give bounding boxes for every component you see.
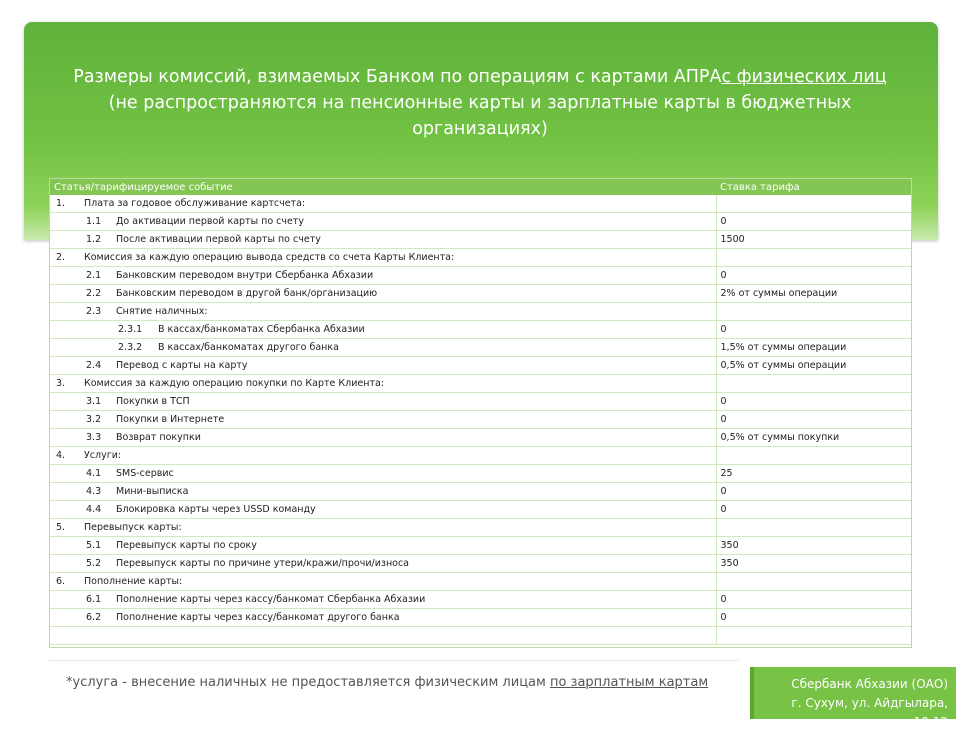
row-rate: 0 — [716, 501, 911, 519]
row-rate: 0 — [716, 213, 911, 231]
row-number: 1.1 — [86, 216, 102, 227]
row-rate: 2% от суммы операции — [716, 285, 911, 303]
row-text: После активации первой карты по счету — [116, 234, 321, 245]
table-row — [50, 357, 911, 375]
row-description — [50, 213, 716, 231]
row-description — [50, 267, 716, 285]
row-description — [50, 303, 716, 321]
row-text: Плата за годовое обслуживание картсчета: — [84, 198, 306, 209]
row-number: 5.2 — [86, 558, 102, 569]
row-text: В кассах/банкоматах Сбербанка Абхазии — [158, 324, 365, 335]
row-description — [50, 285, 716, 303]
row-number: 2.3 — [86, 306, 102, 317]
table-row — [50, 249, 911, 267]
row-rate: 0 — [716, 321, 911, 339]
table-row — [50, 609, 911, 627]
row-description — [50, 249, 716, 267]
row-rate — [716, 303, 911, 321]
row-text: SMS-сервис — [116, 468, 174, 479]
row-text: До активации первой карты по счету — [116, 216, 304, 227]
row-rate — [716, 519, 911, 537]
table-row — [50, 591, 911, 609]
footnote-link[interactable]: по зарплатным картам — [549, 675, 709, 690]
title-line-1-underlined: с физических лиц — [721, 67, 887, 87]
row-number: 6.2 — [86, 612, 102, 623]
row-text: В кассах/банкоматах другого банка — [158, 342, 339, 353]
table-row — [50, 573, 911, 591]
row-rate: 0 — [716, 483, 911, 501]
row-description — [50, 555, 716, 573]
row-number: 2.2 — [86, 288, 102, 299]
row-number: 2. — [56, 252, 66, 263]
row-text: Банковским переводом в другой банк/организацию — [116, 288, 378, 299]
table-row — [50, 285, 911, 303]
table-header-row — [50, 179, 911, 195]
row-rate: 0 — [716, 411, 911, 429]
row-rate: 0 — [716, 609, 911, 627]
page-title — [60, 64, 900, 142]
row-number: 1. — [56, 198, 66, 209]
row-description — [50, 375, 716, 393]
row-rate — [716, 447, 911, 465]
row-text: Перевод с карты на карту — [116, 360, 248, 371]
row-number: 3. — [56, 378, 66, 389]
table-row — [50, 267, 911, 285]
table-row — [50, 627, 911, 645]
row-number: 3.3 — [86, 432, 102, 443]
row-rate: 0,5% от суммы операции — [716, 357, 911, 375]
title-line-3: организациях) — [412, 119, 548, 139]
row-number: 2.3.1 — [118, 324, 143, 335]
row-number: 2.1 — [86, 270, 102, 281]
row-text: Покупки в Интернете — [116, 414, 225, 425]
table-row — [50, 321, 911, 339]
title-line-1-main: Размеры комиссий, взимаемых Банком по операциям с картами АПРА — [73, 67, 722, 87]
row-description — [50, 447, 716, 465]
row-text: Блокировка карты через USSD команду — [116, 504, 316, 515]
table-row — [50, 213, 911, 231]
row-rate: 0 — [716, 591, 911, 609]
row-description — [50, 537, 716, 555]
table-row — [50, 447, 911, 465]
table-row — [50, 411, 911, 429]
row-description — [50, 429, 716, 447]
table-row — [50, 429, 911, 447]
row-description — [50, 231, 716, 249]
row-text: Возврат покупки — [116, 432, 201, 443]
row-text: Услуги: — [84, 450, 122, 461]
row-text: Перевыпуск карты по сроку — [116, 540, 257, 551]
row-number: 2.3.2 — [118, 342, 143, 353]
row-number: 6.1 — [86, 594, 102, 605]
table-row — [50, 231, 911, 249]
row-rate — [716, 249, 911, 267]
row-text: Пополнение карты через кассу/банкомат другого банка — [116, 612, 400, 623]
header-rate: Ставка тарифа — [716, 179, 911, 195]
table-row — [50, 339, 911, 357]
row-text: Перевыпуск карты по причине утери/кражи/прочи/износа — [116, 558, 410, 569]
table-row — [50, 483, 911, 501]
row-rate — [716, 627, 911, 645]
row-text: Пополнение карты: — [84, 576, 183, 587]
row-description — [50, 609, 716, 627]
row-description — [50, 357, 716, 375]
row-description — [50, 465, 716, 483]
table-body — [50, 195, 911, 645]
table-row — [50, 519, 911, 537]
tariff-table-container — [49, 178, 912, 648]
row-text: Мини-выписка — [116, 486, 189, 497]
title-line-1 — [60, 64, 900, 90]
bank-badge — [750, 667, 956, 729]
row-rate — [716, 375, 911, 393]
row-text: Комиссия за каждую операцию вывода средств со счета Карты Клиента: — [84, 252, 455, 263]
row-number: 5. — [56, 522, 66, 533]
bank-name: Сбербанк Абхазии (ОАО) — [791, 677, 948, 691]
row-number: 3.1 — [86, 396, 102, 407]
row-description — [50, 321, 716, 339]
row-description — [50, 627, 716, 645]
row-number: 4.3 — [86, 486, 102, 497]
row-number: 4. — [56, 450, 66, 461]
divider-line — [49, 660, 739, 661]
row-description — [50, 411, 716, 429]
row-rate: 350 — [716, 537, 911, 555]
table-row — [50, 303, 911, 321]
header-event: Статья/тарифицируемое событие — [50, 179, 716, 195]
row-text: Комиссия за каждую операцию покупки по Карте Клиента: — [84, 378, 385, 389]
row-rate: 0 — [716, 267, 911, 285]
row-description — [50, 393, 716, 411]
row-number: 3.2 — [86, 414, 102, 425]
row-rate: 1,5% от суммы операции — [716, 339, 911, 357]
table-row — [50, 195, 911, 213]
row-number: 6. — [56, 576, 66, 587]
row-text: Пополнение карты через кассу/банкомат Сбербанка Абхазии — [116, 594, 426, 605]
row-description — [50, 573, 716, 591]
row-description — [50, 591, 716, 609]
row-number: 4.4 — [86, 504, 102, 515]
table-row — [50, 393, 911, 411]
row-text: Покупки в ТСП — [116, 396, 190, 407]
row-number: 1.2 — [86, 234, 102, 245]
row-text: Перевыпуск карты: — [84, 522, 182, 533]
row-description — [50, 195, 716, 213]
row-rate: 1500 — [716, 231, 911, 249]
row-rate: 0 — [716, 393, 911, 411]
row-rate — [716, 573, 911, 591]
row-text: Банковским переводом внутри Сбербанка Абхазии — [116, 270, 374, 281]
table-row — [50, 501, 911, 519]
row-number: 4.1 — [86, 468, 102, 479]
row-description — [50, 483, 716, 501]
footnote-text: *услуга - внесение наличных не предоставляется физическим лицам — [66, 675, 550, 690]
row-text: Снятие наличных: — [116, 306, 208, 317]
tariff-table — [50, 179, 911, 645]
table-row — [50, 537, 911, 555]
row-number: 2.4 — [86, 360, 102, 371]
row-rate: 0,5% от суммы покупки — [716, 429, 911, 447]
footnote — [66, 675, 708, 690]
table-row — [50, 375, 911, 393]
title-line-2: (не распространяются на пенсионные карты и зарплатные карты в бюджетных — [108, 93, 852, 113]
row-description — [50, 519, 716, 537]
table-row — [50, 555, 911, 573]
row-number: 5.1 — [86, 540, 102, 551]
bank-address: г. Сухум, ул. Айдгылара, 10,12 — [791, 696, 948, 729]
row-description — [50, 339, 716, 357]
row-rate: 25 — [716, 465, 911, 483]
row-description — [50, 501, 716, 519]
table-row — [50, 465, 911, 483]
row-rate — [716, 195, 911, 213]
row-rate: 350 — [716, 555, 911, 573]
